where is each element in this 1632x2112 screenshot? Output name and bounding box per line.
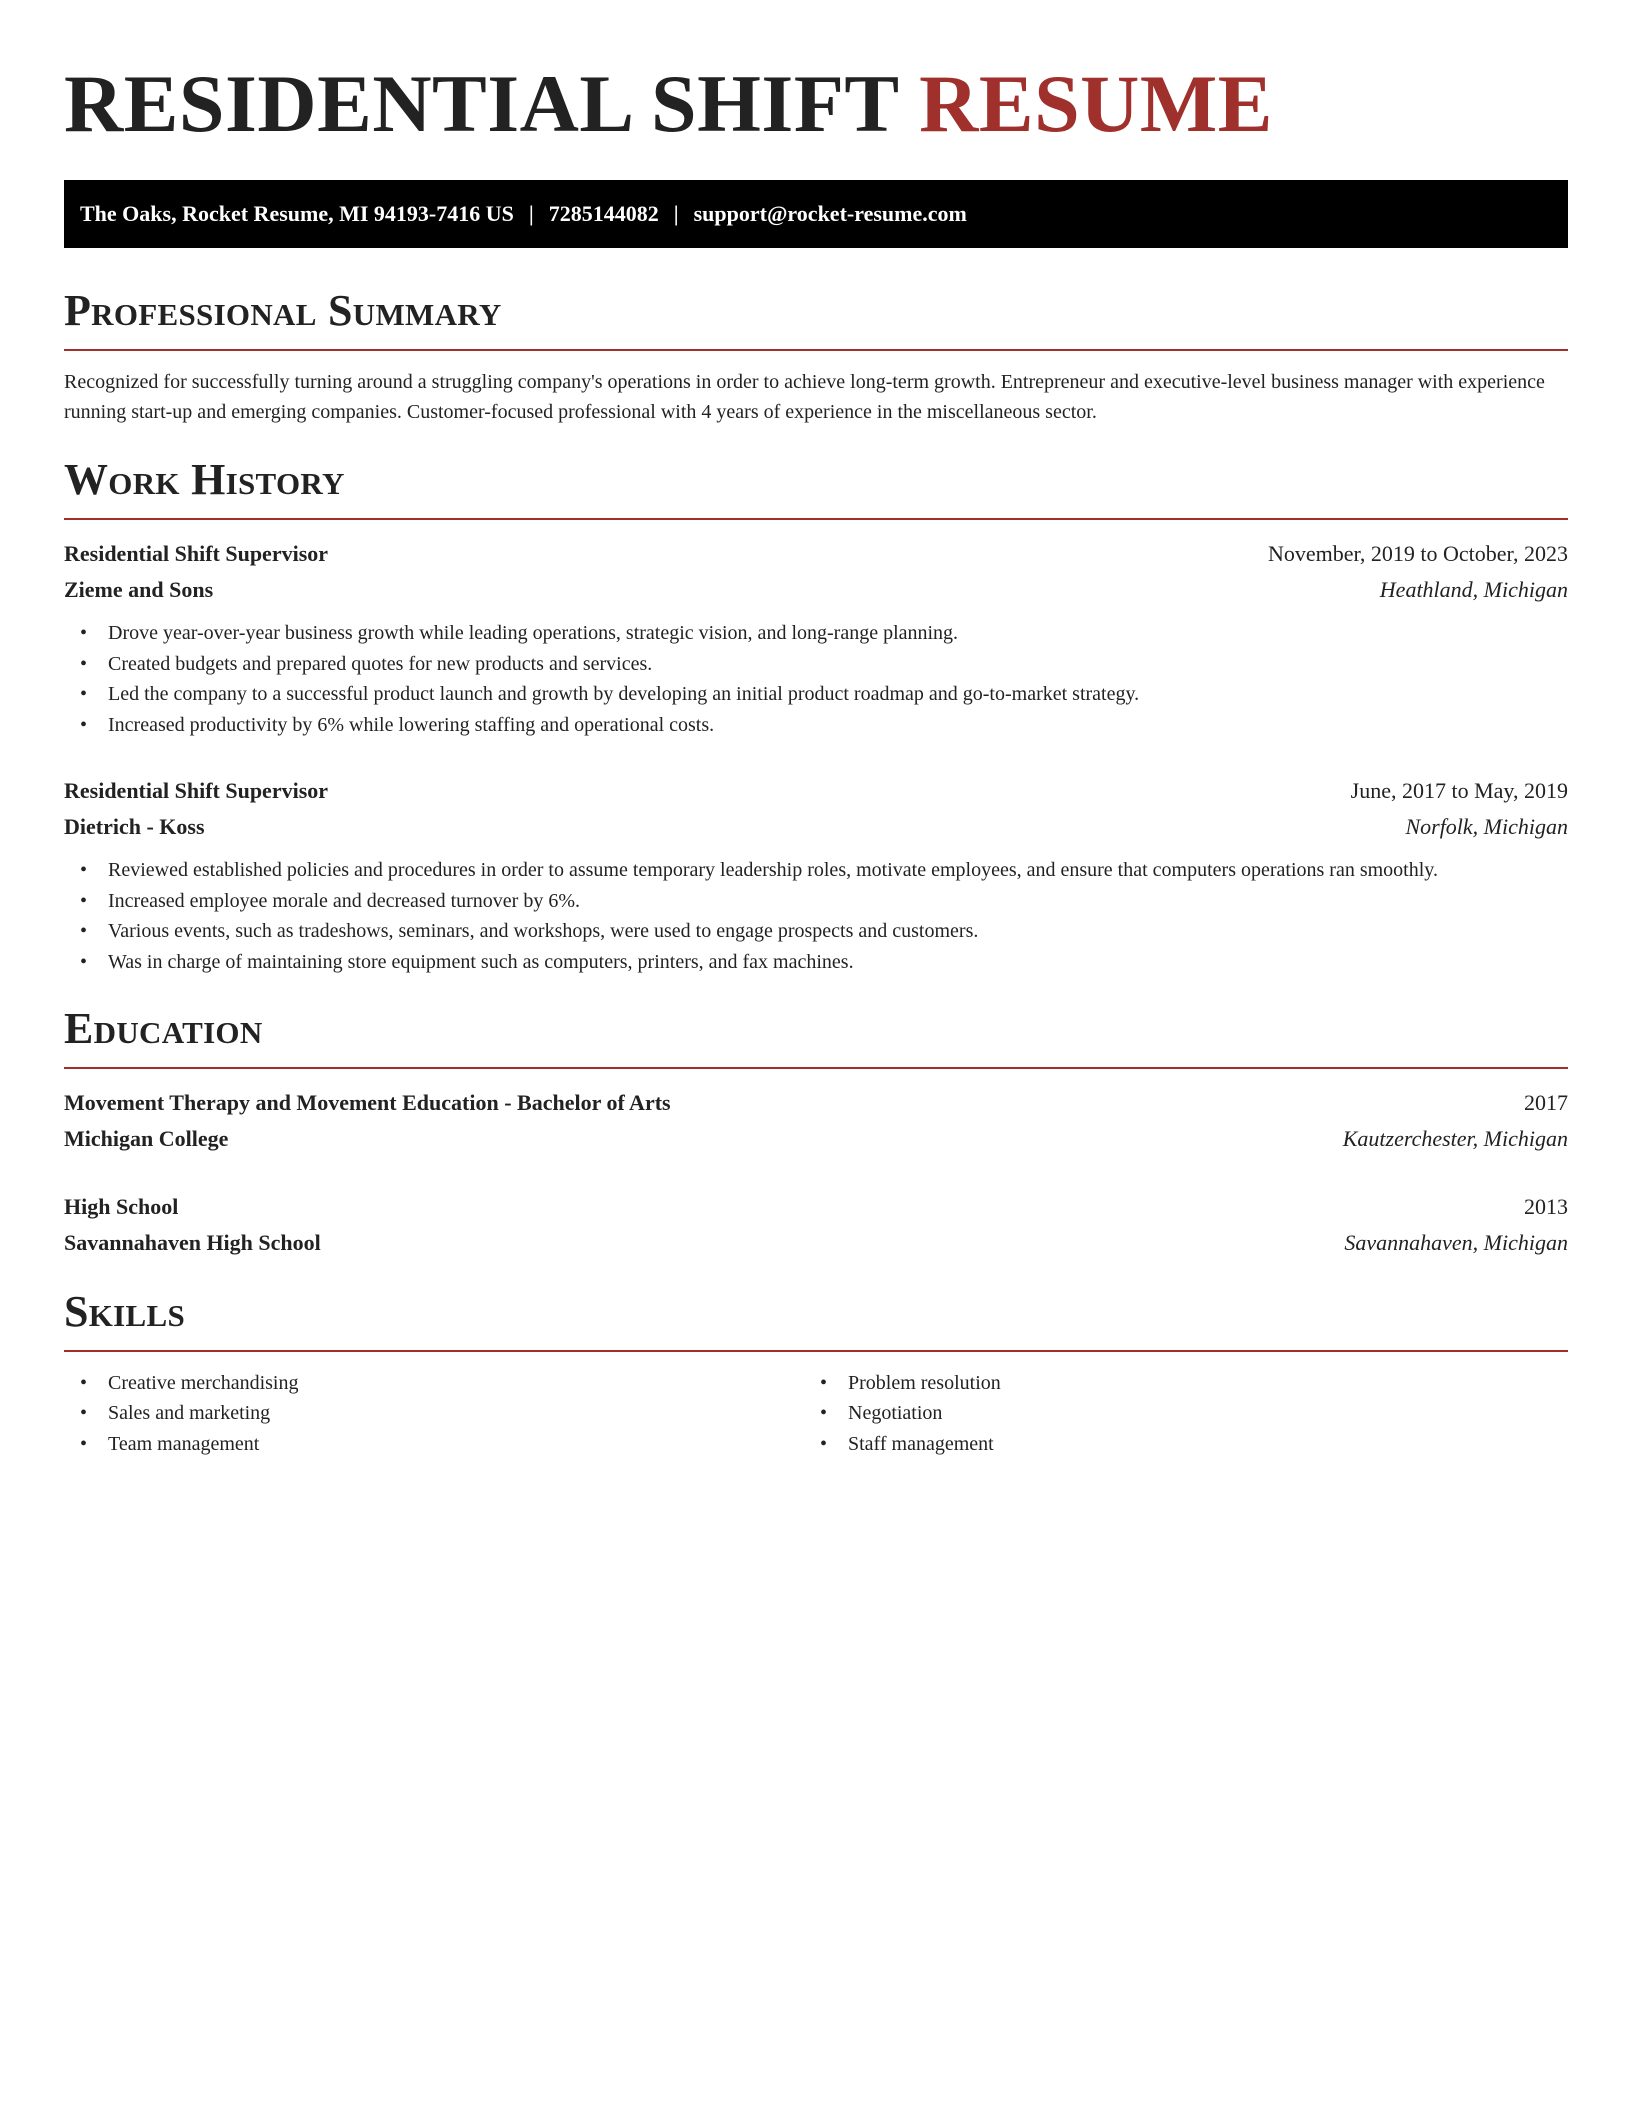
job-bullets [64,855,1568,978]
education-degree: Movement Therapy and Movement Education - Bachelor of Arts [64,1089,671,1115]
skills-column-right [804,1368,1544,1460]
education-entry [64,1085,1568,1157]
skill-item: • Team management [64,1429,804,1460]
contact-bar [64,180,1568,248]
education-location: Savannahaven, Michigan [1344,1229,1568,1255]
job-bullet: • Reviewed established policies and procedures in order to assume temporary leadership roles, motivate employees, and ensure that computers operations ran smoothly. [64,855,1568,886]
education-year: 2013 [1524,1193,1568,1219]
section-divider [64,349,1568,351]
job-bullet: • Drove year-over-year business growth while leading operations, strategic vision, and long-range planning. [64,618,1568,649]
section-title-education: Education [64,1003,263,1053]
summary-text: Recognized for successfully turning around a struggling company's operations in order to achieve long-term growth. Entrepreneur and executive-level business manager with experience running start-up and emerging companies. Customer-focused professional with 4 years of experience in the miscellaneous sector. [64,371,1545,423]
skills-grid [64,1368,1568,1460]
job-bullet: • Increased employee morale and decreased turnover by 6%. [64,886,1568,917]
job-entry [64,773,1568,978]
job-company: Zieme and Sons [64,577,214,602]
skill-item: • Staff management [804,1429,1544,1460]
skill-item: • Sales and marketing [64,1398,804,1429]
education-location: Kautzerchester, Michigan [1342,1125,1568,1151]
work-history-section [64,455,1568,978]
job-bullet: • Increased productivity by 6% while lowering staffing and operational costs. [64,710,1568,741]
skills-column-left [64,1368,804,1460]
resume-title [64,0,1568,150]
education-section [64,1004,1568,1261]
education-school: Savannahaven High School [64,1229,321,1255]
education-degree: High School [64,1193,179,1219]
job-bullets [64,618,1568,741]
job-title: Residential Shift Supervisor [64,541,329,566]
job-entry [64,536,1568,741]
title-main: RESIDENTIAL SHIFT [64,58,899,149]
skill-item: • Creative merchandising [64,1368,804,1399]
summary-section [64,286,1568,427]
section-title-skills: Skills [64,1286,186,1336]
job-location: Heathland, Michigan [1379,577,1568,602]
job-bullet: • Various events, such as tradeshows, seminars, and workshops, were used to engage prospects and customers. [64,916,1568,947]
job-bullet: • Was in charge of maintaining store equipment such as computers, printers, and fax machines. [64,947,1568,978]
section-title-work-history: Work History [64,455,345,504]
contact-separator: | [528,201,534,226]
section-divider [64,1350,1568,1352]
job-dates: June, 2017 to May, 2019 [1350,777,1568,803]
job-title: Residential Shift Supervisor [64,777,329,803]
contact-phone: 7285144082 [548,201,659,226]
contact-email: support@rocket-resume.com [693,201,967,226]
section-divider [64,1067,1568,1069]
title-accent: RESUME [919,58,1273,149]
contact-address: The Oaks, Rocket Resume, MI 94193-7416 US [80,201,514,226]
skills-section [64,1287,1568,1460]
skill-item: • Problem resolution [804,1368,1544,1399]
job-company: Dietrich - Koss [64,813,205,839]
job-bullet: • Led the company to a successful product launch and growth by developing an initial product roadmap and go-to-market strategy. [64,679,1568,710]
contact-separator: | [673,201,679,226]
section-title-summary: Professional Summary [64,286,502,335]
education-year: 2017 [1524,1089,1568,1115]
job-bullet: • Created budgets and prepared quotes for new products and services. [64,649,1568,680]
section-divider [64,518,1568,520]
education-entry [64,1189,1568,1261]
job-dates: November, 2019 to October, 2023 [1267,541,1568,566]
skill-item: • Negotiation [804,1398,1544,1429]
job-location: Norfolk, Michigan [1405,813,1568,839]
education-school: Michigan College [64,1125,229,1151]
resume-page [64,0,1568,1460]
